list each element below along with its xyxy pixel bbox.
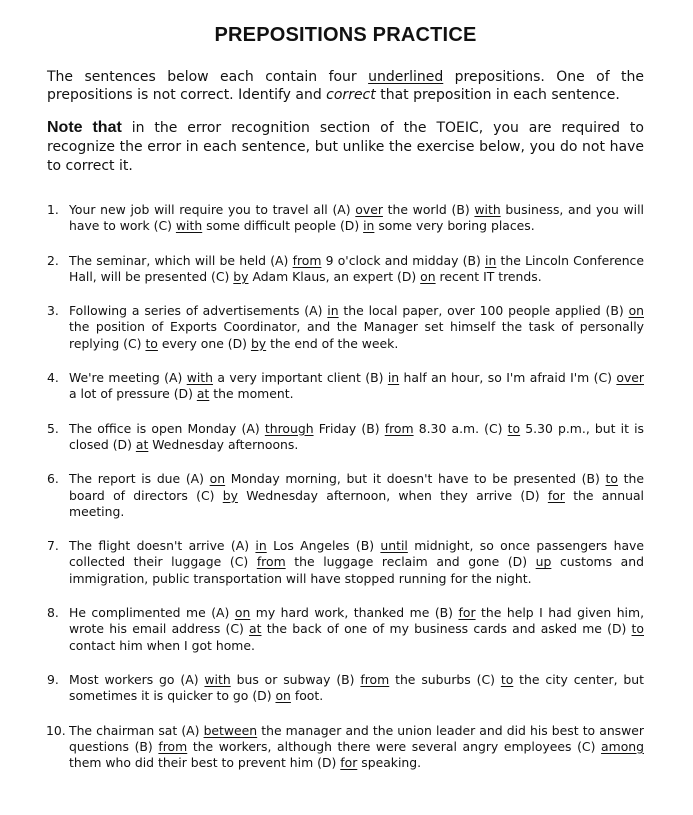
sentence-fragment: the end of the week. xyxy=(266,335,399,351)
sentence-fragment: 8.30 a.m. (C) xyxy=(413,420,508,436)
sentence-fragment: bus or subway (B) xyxy=(230,671,361,687)
instructions-underlined-word: underlined xyxy=(368,69,444,85)
underlined-preposition: with xyxy=(186,370,213,386)
instructions-text-3: that preposition in each sentence. xyxy=(375,87,620,103)
underlined-preposition: from xyxy=(256,554,286,570)
sentence-number: 4. xyxy=(47,370,59,386)
sentence-number: 5. xyxy=(47,420,59,436)
underlined-preposition: for xyxy=(340,755,358,771)
sentence-fragment: Wednesday afternoon, when they arrive (D) xyxy=(237,487,548,503)
underlined-preposition: at xyxy=(135,436,149,452)
sentence-fragment: the world (B) xyxy=(382,202,475,217)
sentence-fragment: them who did their best to prevent him (D) xyxy=(69,755,341,771)
sentence-fragment: The report is due (A) xyxy=(69,471,210,487)
sentence-fragment: 5.30 p.m., but it is closed (D) xyxy=(69,420,644,452)
underlined-preposition: to xyxy=(631,621,644,637)
sentence-fragment: the city center, but sometimes it is quicker to go (D) xyxy=(69,671,644,704)
sentence-fragment: Your new job will require you to travel all (A) xyxy=(69,202,356,217)
sentence-fragment: Wednesday afternoons. xyxy=(148,436,299,452)
underlined-preposition: in xyxy=(255,538,267,554)
sentence-number: 6. xyxy=(47,471,59,487)
sentence-fragment: the local paper, over 100 people applied (B) xyxy=(338,303,629,319)
underlined-preposition: from xyxy=(292,252,322,268)
sentence-number: 3. xyxy=(47,303,59,319)
sentence-text xyxy=(69,723,644,771)
sentence-item xyxy=(47,605,644,654)
underlined-preposition: to xyxy=(507,420,521,436)
underlined-preposition: in xyxy=(363,218,375,234)
sentence-fragment: speaking. xyxy=(357,755,422,771)
underlined-preposition: to xyxy=(500,671,514,687)
underlined-preposition: among xyxy=(601,738,644,754)
sentence-fragment: customs and immigration, public transportation will have stopped running for the night. xyxy=(69,554,644,586)
underlined-preposition: through xyxy=(264,420,314,436)
sentence-fragment: We're meeting (A) xyxy=(69,370,187,386)
sentence-fragment: He complimented me (A) xyxy=(69,605,235,621)
sentence-fragment: some difficult people (D) xyxy=(202,218,364,234)
underlined-preposition: over xyxy=(355,202,383,217)
sentence-fragment: the position of Exports Coordinator, and the Manager set himself the task of personally replying (C) xyxy=(69,319,644,351)
page-title: PREPOSITIONS PRACTICE xyxy=(214,24,477,46)
sentence-fragment: contact him when I got home. xyxy=(69,637,255,653)
sentence-fragment: the annual meeting. xyxy=(69,487,644,519)
sentence-text xyxy=(69,421,644,452)
underlined-preposition: in xyxy=(327,303,339,319)
underlined-preposition: over xyxy=(616,370,644,386)
sentence-fragment: The flight doesn't arrive (A) xyxy=(69,538,256,554)
sentence-item xyxy=(47,253,644,286)
sentence-fragment: a very important client (B) xyxy=(213,370,388,386)
underlined-preposition: with xyxy=(175,218,203,234)
underlined-preposition: until xyxy=(380,538,408,554)
underlined-preposition: with xyxy=(204,671,231,687)
sentence-fragment: some very boring places. xyxy=(374,218,535,234)
underlined-preposition: by xyxy=(233,268,249,284)
sentence-fragment: business, and you will have to work (C) xyxy=(69,202,644,234)
underlined-preposition: to xyxy=(605,471,618,487)
underlined-preposition: on xyxy=(234,605,251,621)
sentence-item xyxy=(47,370,644,403)
underlined-preposition: on xyxy=(275,688,291,704)
sentence-fragment: a lot of pressure (D) xyxy=(69,386,197,402)
underlined-preposition: by xyxy=(250,335,267,351)
instructions-text-2: prepositions. One of the prepositions is not correct. Identify and xyxy=(47,69,645,103)
sentence-number: 2. xyxy=(47,252,59,268)
underlined-preposition: between xyxy=(203,722,258,738)
underlined-preposition: to xyxy=(145,335,158,351)
underlined-preposition: on xyxy=(420,268,436,284)
sentence-fragment: The seminar, which will be held (A) xyxy=(69,252,293,268)
underlined-preposition: on xyxy=(628,303,644,319)
sentence-text xyxy=(69,605,644,653)
sentence-fragment: every one (D) xyxy=(157,335,251,351)
sentence-number: 1. xyxy=(47,202,59,217)
sentence-fragment: the manager and the union leader and did his best to answer questions (B) xyxy=(69,722,644,754)
sentence-fragment: Monday morning, but it doesn't have to be presented (B) xyxy=(225,471,606,487)
note-text: in the error recognition section of the TOEIC, you are required to recognize the error in each sentence, but unlike the exercise below, you do not have to correct it. xyxy=(47,120,644,174)
underlined-preposition: from xyxy=(158,738,188,754)
sentence-fragment: Friday (B) xyxy=(313,420,385,436)
sentence-fragment: the moment. xyxy=(209,386,294,402)
sentence-fragment: foot. xyxy=(290,688,324,704)
sentence-fragment: the help I had given him, wrote his email address (C) xyxy=(69,605,645,637)
sentence-item xyxy=(47,723,644,772)
underlined-preposition: by xyxy=(222,487,238,503)
sentence-fragment: half an hour, so I'm afraid I'm (C) xyxy=(399,370,617,386)
sentence-fragment: the suburbs (C) xyxy=(389,671,501,687)
sentence-fragment: recent IT trends. xyxy=(435,268,542,284)
underlined-preposition: at xyxy=(196,386,210,402)
instructions-italic-word: correct xyxy=(326,87,376,103)
underlined-preposition: from xyxy=(384,420,414,436)
sentence-fragment: 9 o'clock and midday (B) xyxy=(321,252,486,268)
instructions-text-1: The sentences below each contain four xyxy=(47,69,369,85)
sentence-fragment: Los Angeles (B) xyxy=(266,538,381,554)
sentence-fragment: the board of directors (C) xyxy=(69,471,644,503)
sentence-number: 9. xyxy=(47,671,59,687)
sentence-text xyxy=(69,672,644,703)
sentence-fragment: the luggage reclaim and gone (D) xyxy=(285,554,536,570)
sentence-item xyxy=(47,303,644,352)
sentence-text xyxy=(69,370,644,401)
underlined-preposition: on xyxy=(209,471,226,487)
instructions-paragraph xyxy=(47,68,644,104)
sentence-item xyxy=(47,421,644,454)
note-paragraph xyxy=(47,118,644,176)
underlined-preposition: in xyxy=(387,370,400,386)
underlined-preposition: for xyxy=(458,605,476,621)
sentence-fragment: The chairman sat (A) xyxy=(69,722,204,738)
sentence-fragment: the Lincoln Conference Hall, will be presented (C) xyxy=(69,252,644,284)
sentence-item xyxy=(47,471,644,520)
sentence-text xyxy=(69,538,644,586)
sentence-number: 10. xyxy=(46,722,66,738)
sentence-fragment: Most workers go (A) xyxy=(69,671,205,687)
underlined-preposition: with xyxy=(474,202,501,217)
sentence-text xyxy=(69,303,644,351)
sentence-text xyxy=(69,471,644,519)
sentence-item xyxy=(47,202,644,235)
sentence-fragment: my hard work, thanked me (B) xyxy=(250,605,459,621)
sentence-number: 7. xyxy=(47,538,59,554)
sentence-item xyxy=(47,538,644,587)
sentence-list xyxy=(47,202,644,771)
sentence-item xyxy=(47,672,644,705)
sentence-fragment: the back of one of my business cards and asked me (D) xyxy=(261,621,632,637)
sentence-fragment: midnight, so once passengers have collected their luggage (C) xyxy=(69,538,645,570)
sentence-fragment: Following a series of advertisements (A) xyxy=(69,303,328,319)
sentence-text xyxy=(69,202,644,233)
sentence-text xyxy=(69,253,644,284)
sentence-fragment: Adam Klaus, an expert (D) xyxy=(248,268,421,284)
sentence-fragment: the workers, although there were several angry employees (C) xyxy=(187,738,602,754)
sentence-number: 8. xyxy=(47,605,59,621)
underlined-preposition: up xyxy=(535,554,552,570)
sentence-fragment: The office is open Monday (A) xyxy=(69,420,265,436)
underlined-preposition: from xyxy=(360,671,390,687)
underlined-preposition: for xyxy=(547,487,565,503)
underlined-preposition: in xyxy=(485,252,497,268)
note-label: Note that xyxy=(47,119,122,136)
underlined-preposition: at xyxy=(249,621,262,637)
